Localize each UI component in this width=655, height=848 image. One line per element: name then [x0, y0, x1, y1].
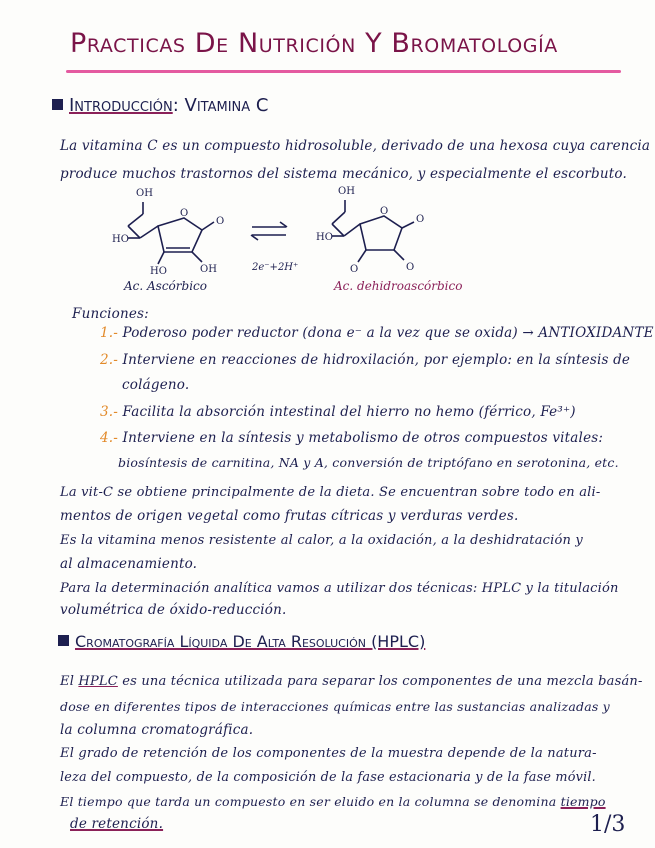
mol-o-carbonyl-right: O: [416, 214, 425, 225]
hplc-heading-label: Cromatografía Líquida De Alta Resolución (HPLC): [75, 632, 426, 651]
mol-ho-bottom: HO: [150, 266, 167, 277]
funcion-3-number: 3.-: [100, 404, 119, 420]
mol-o-keto-1: O: [350, 264, 359, 275]
para-3-line-1: Para la determinación analítica vamos a utilizar dos técnicas: HPLC y la titulación: [60, 581, 619, 596]
funcion-3-line-1: Facilita la absorción intestinal del hierro no hemo (férrico, Fe³⁺): [122, 404, 576, 420]
hplc-p2-line-1: El grado de retención de los componentes de la muestra depende de la natura-: [60, 746, 597, 761]
section-heading-hplc: [58, 632, 425, 651]
funcion-2-line-2: colágeno.: [122, 377, 190, 393]
hplc-p3-line-2: [70, 816, 163, 832]
mol-oh-top-left: OH: [136, 188, 153, 199]
para-1-line-2: mentos de origen vegetal como frutas cítricas y verduras verdes.: [60, 508, 519, 524]
hplc-p3-start: El tiempo que tarda un compuesto en ser eluido en la columna se denomina: [60, 794, 557, 809]
para-3-line-2: volumétrica de óxido-reducción.: [60, 602, 287, 618]
mol-o-carbonyl: O: [216, 216, 225, 227]
intro-heading-suffix: : Vitamina C: [172, 95, 269, 116]
hplc-p1-rest: es una técnica utilizada para separar los componentes de una mezcla basán-: [122, 674, 643, 689]
hplc-p1-line-2: dose en diferentes tipos de interacciones químicas entre las sustancias analizadas y: [60, 699, 610, 714]
intro-line-2: produce muchos trastornos del sistema mecánico, y especialmente el escorbuto.: [60, 166, 627, 182]
hplc-p3-term-a: tiempo: [560, 794, 606, 809]
hplc-p2-line-2: leza del compuesto, de la composición de la fase estacionaria y de la fase móvil.: [60, 770, 596, 785]
mol-ho-right: HO: [316, 232, 333, 243]
funciones-label: Funciones:: [72, 306, 149, 322]
title-underline: [66, 70, 621, 73]
funcion-4-number: 4.-: [100, 430, 119, 446]
label-dehydroascorbic-acid: Ac. dehidroascórbico: [334, 279, 463, 293]
mol-o-ring-right: O: [380, 206, 389, 217]
funcion-2-number: 2.-: [100, 352, 119, 368]
funcion-2-line-1: Interviene en reacciones de hidroxilación, por ejemplo: en la síntesis de: [122, 352, 631, 368]
mol-ho-left: HO: [112, 234, 129, 245]
hplc-p3-line-1: [60, 794, 606, 809]
funcion-1-line-1: Poderoso poder reductor (dona e⁻ a la vez que se oxida) → ANTIOXIDANTE: [122, 325, 654, 341]
section-heading-intro: [52, 95, 268, 116]
mol-oh-top-right: OH: [338, 186, 355, 197]
reaction-arrow-label: 2e⁻+2H⁺: [252, 262, 299, 273]
funcion-4-line-2: biosíntesis de carnitina, NA y A, conversión de triptófano en serotonina, etc.: [118, 455, 619, 470]
hplc-p1-acronym: HPLC: [78, 674, 118, 689]
funcion-4: [100, 430, 603, 446]
hplc-p3-term-b: de retención.: [70, 816, 164, 832]
para-1-line-1: La vit-C se obtiene principalmente de la dieta. Se encuentran sobre todo en ali-: [60, 485, 601, 500]
funcion-3: [100, 404, 576, 420]
intro-line-1: La vitamina C es un compuesto hidrosoluble, derivado de una hexosa cuya carencia: [60, 138, 651, 154]
funcion-1-number: 1.-: [100, 325, 119, 341]
funcion-4-line-1: Interviene en la síntesis y metabolismo de otros compuestos vitales:: [122, 430, 604, 446]
bullet-icon: [52, 99, 63, 110]
bullet-icon: [58, 635, 69, 646]
hplc-p1-line-3: la columna cromatográfica.: [60, 722, 254, 738]
page-title: Practicas De Nutrición Y Bromatología: [70, 28, 558, 59]
page-number: 1/3: [590, 812, 626, 837]
para-2-line-2: al almacenamiento.: [60, 556, 198, 572]
intro-heading-label: Introducción: [69, 95, 173, 116]
funcion-2: [100, 352, 630, 368]
hplc-p1-line-1: [60, 674, 643, 689]
mol-o-keto-2: O: [406, 262, 415, 273]
funcion-1: [100, 325, 654, 341]
mol-o-ring: O: [180, 208, 189, 219]
para-2-line-1: Es la vitamina menos resistente al calor, a la oxidación, a la deshidratación y: [60, 533, 583, 548]
label-ascorbic-acid: Ac. Ascórbico: [124, 279, 207, 293]
vitamin-c-reaction-diagram: [0, 180, 655, 298]
mol-oh-bottom: OH: [200, 264, 217, 275]
hplc-p1-prefix: El: [60, 674, 75, 689]
